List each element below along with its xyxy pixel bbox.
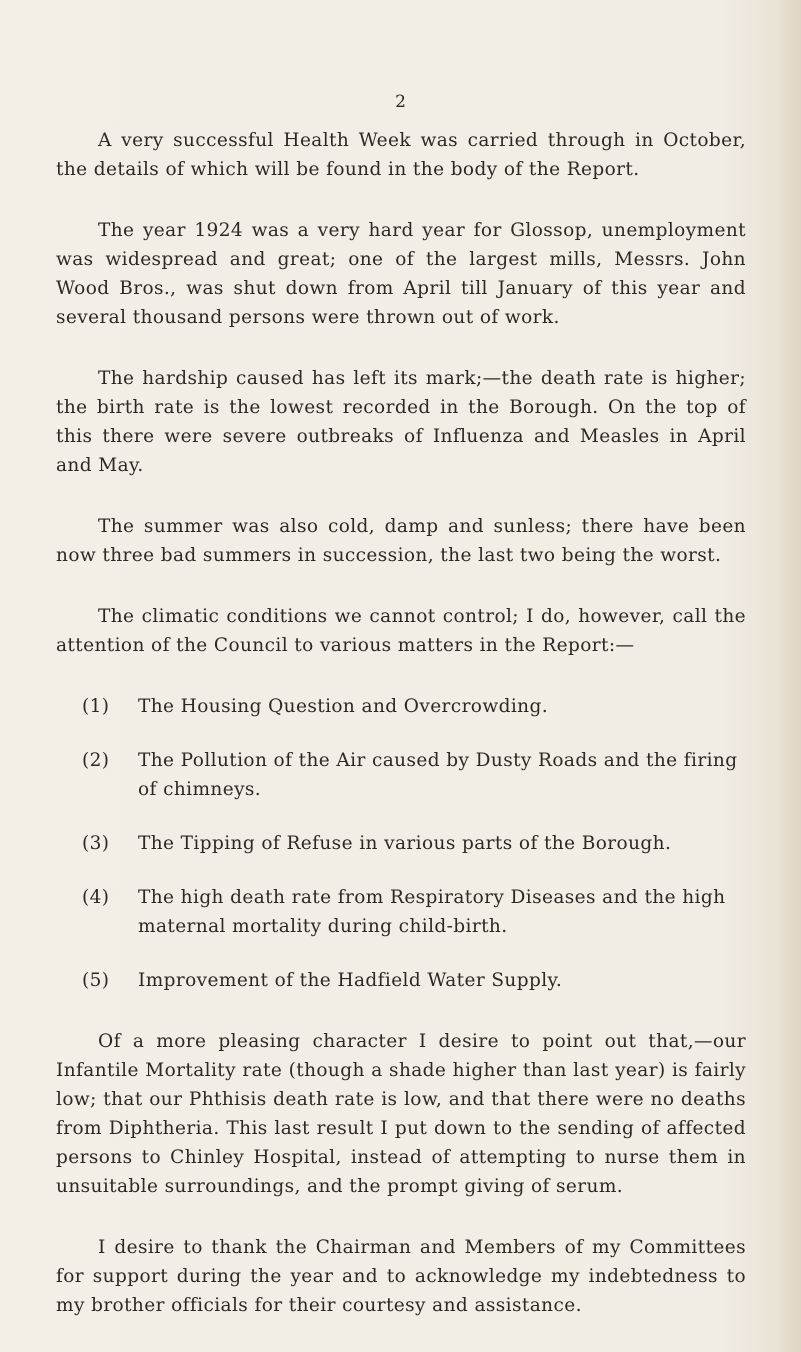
list-item xyxy=(56,883,746,941)
list-item-text: Improvement of the Hadfield Water Supply. xyxy=(138,970,563,991)
paragraph-hardship: The hardship caused has left its mark;—the death rate is higher; the birth rate is the lowest recorded in the Borough. On the top of this there were severe outbreaks of Influenza and Measles in April and May. xyxy=(56,368,746,476)
list-item xyxy=(56,966,746,995)
list-item-text: The high death rate from Respiratory Diseases and the high maternal mortality during child-birth. xyxy=(138,887,726,937)
list-item-number: (5) xyxy=(82,970,110,991)
list-item-text: The Pollution of the Air caused by Dusty Roads and the firing of chimneys. xyxy=(138,750,738,800)
list-item-text: The Tipping of Refuse in various parts of the Borough. xyxy=(138,833,672,854)
paragraph-summer: The summer was also cold, damp and sunless; there have been now three bad summers in succession, the last two being the worst. xyxy=(56,516,746,566)
list-item xyxy=(56,829,746,858)
paragraph-acknowledgements: I desire to thank the Chairman and Members of my Committees for support during the year and to acknowledge my indebtedness to my brother officials for their courtesy and assistance. xyxy=(56,1237,746,1316)
list-item-text: The Housing Question and Overcrowding. xyxy=(138,696,548,717)
paragraph-climatic-conditions: The climatic conditions we cannot control; I do, however, call the attention of the Council to various matters in the Report:— xyxy=(56,606,746,656)
report-body xyxy=(56,126,746,1320)
paragraph-health-week: A very successful Health Week was carried through in October, the details of which will be found in the body of the Report. xyxy=(56,130,746,180)
list-item-number: (1) xyxy=(82,696,110,717)
paragraph-unemployment: The year 1924 was a very hard year for Glossop, unemployment was widespread and great; one of the largest mills, Messrs. John Wood Bros., was shut down from April till January of this year and several thousand persons were thrown out of work. xyxy=(56,220,746,328)
list-item-number: (4) xyxy=(82,887,110,908)
list-item xyxy=(56,692,746,721)
paragraph-pleasing-character: Of a more pleasing character I desire to point out that,—our Infantile Mortality rate (though a shade higher than last year) is fairly low; that our Phthisis death rate is low, and that there were no deaths from Diphtheria. This last result I put down to the sending of affected persons to Chinley Hospital, instead of attempting to nurse them in unsuitable surroundings, and the prompt giving of serum. xyxy=(56,1031,746,1197)
list-item-number: (3) xyxy=(82,833,110,854)
list-item-number: (2) xyxy=(82,750,110,771)
matters-list xyxy=(56,692,746,995)
page-number: 2 xyxy=(395,92,406,112)
list-item xyxy=(56,746,746,804)
